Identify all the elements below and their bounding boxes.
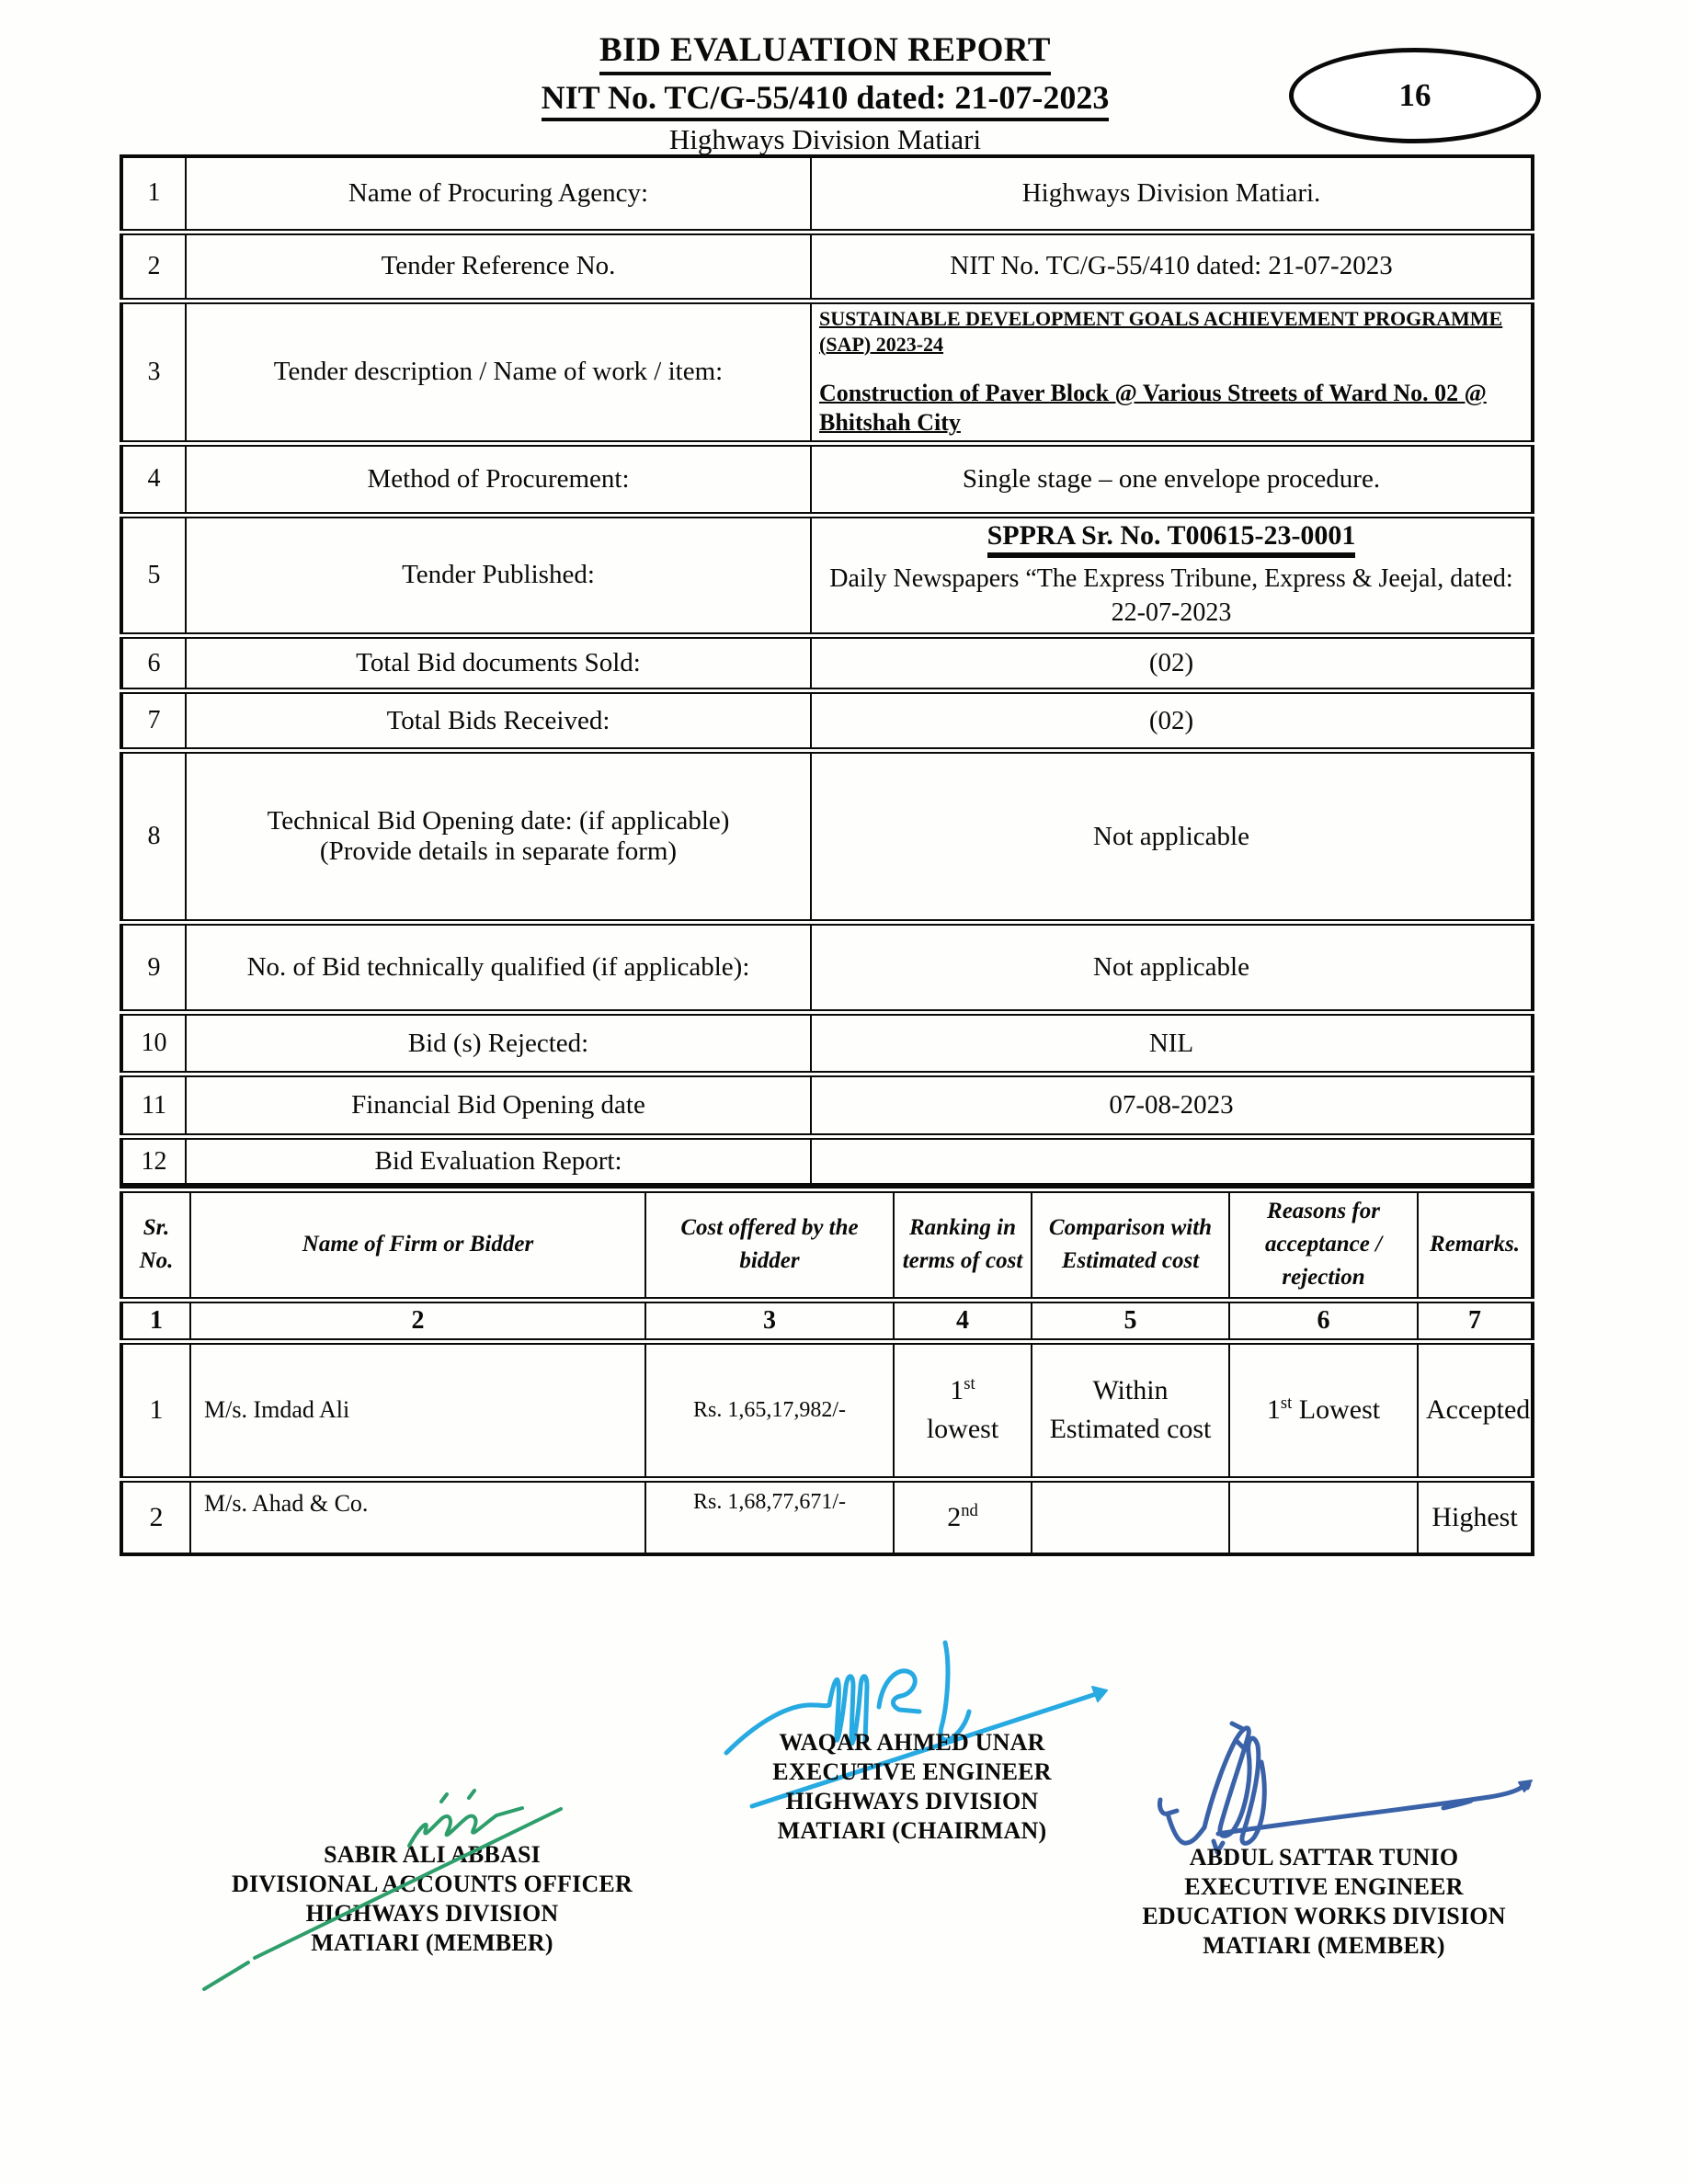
bidder-ranking [894, 1479, 1032, 1554]
detail-value: Single stage – one envelope procedure. [811, 443, 1533, 515]
signatory-division: HIGHWAYS DIVISION [785, 1788, 1039, 1814]
detail-label: Total Bid documents Sold: [186, 636, 811, 691]
detail-label: Tender Reference No. [186, 232, 811, 301]
report-title: BID EVALUATION REPORT [599, 31, 1051, 75]
detail-value [811, 515, 1533, 636]
detail-value [811, 301, 1533, 443]
bid-colnum-row [121, 1300, 1533, 1341]
bidder-row [121, 1479, 1533, 1554]
page-number: 16 [1398, 77, 1431, 113]
detail-label-line2: (Provide details in separate form) [319, 836, 678, 867]
detail-value: NIL [811, 1013, 1533, 1075]
detail-label: Financial Bid Opening date [186, 1075, 811, 1137]
detail-sr: 10 [121, 1013, 186, 1075]
bidder-remarks: Highest [1418, 1479, 1533, 1554]
detail-label: No. of Bid technically qualified (if applicable): [186, 923, 811, 1013]
col-number: 7 [1418, 1300, 1533, 1341]
detail-label: Total Bids Received: [186, 691, 811, 751]
detail-sr: 5 [121, 515, 186, 636]
detail-row [121, 515, 1533, 636]
detail-value: Highways Division Matiari. [811, 156, 1533, 232]
col-header-ranking: Ranking in terms of cost [894, 1189, 1032, 1300]
rank-number: 2 [947, 1502, 962, 1533]
detail-sr: 8 [121, 751, 186, 923]
col-header-remarks: Remarks. [1418, 1189, 1533, 1300]
detail-sr: 4 [121, 443, 186, 515]
signatory-division: EDUCATION WORKS DIVISION [1142, 1903, 1506, 1929]
bidder-reason [1229, 1341, 1418, 1479]
reason-word: Lowest [1298, 1394, 1381, 1426]
detail-row [121, 1075, 1533, 1137]
detail-value: (02) [811, 636, 1533, 691]
signatory-title: EXECUTIVE ENGINEER [1184, 1873, 1464, 1900]
detail-row [121, 443, 1533, 515]
bidder-cost: Rs. 1,65,17,982/- [645, 1341, 894, 1479]
detail-label: Tender Published: [186, 515, 811, 636]
detail-sr: 3 [121, 301, 186, 443]
detail-sr: 7 [121, 691, 186, 751]
sppra-serial: SPPRA Sr. No. T00615-23-0001 [987, 520, 1356, 558]
col-number: 2 [190, 1300, 645, 1341]
work-name: Construction of Paver Block @ Various Streets of Ward No. 02 @ Bhitshah City [819, 379, 1487, 437]
col-number: 6 [1229, 1300, 1418, 1341]
signatory-division: HIGHWAYS DIVISION [305, 1900, 559, 1927]
details-table [120, 154, 1534, 1187]
bidder-cost: Rs. 1,68,77,671/- [645, 1479, 894, 1554]
signatory-name: WAQAR AHMED UNAR [779, 1729, 1045, 1756]
signature-block-chairman [682, 1728, 1142, 1846]
signatory-role: MATIARI (MEMBER) [1203, 1932, 1445, 1959]
rank-word: lowest [926, 1414, 999, 1445]
detail-row [121, 156, 1533, 232]
organization-name: Highways Division Matiari [668, 122, 982, 155]
rank-number: 1 [950, 1375, 964, 1406]
col-header-sr-no: Sr. No. [121, 1189, 190, 1300]
nit-reference: NIT No. TC/G-55/410 dated: 21-07-2023 [542, 79, 1110, 121]
detail-label: Bid (s) Rejected: [186, 1013, 811, 1075]
detail-label-line1: Technical Bid Opening date: (if applicable) [267, 806, 730, 836]
rank-ordinal: st [964, 1374, 975, 1394]
bidder-firm: M/s. Imdad Ali [190, 1341, 645, 1479]
col-number: 5 [1032, 1300, 1229, 1341]
detail-row [121, 1137, 1533, 1185]
signatory-name: ABDUL SATTAR TUNIO [1189, 1844, 1459, 1871]
detail-sr: 1 [121, 156, 186, 232]
bidder-ranking [894, 1341, 1032, 1479]
bidder-row [121, 1341, 1533, 1479]
bidder-comparison [1032, 1479, 1229, 1554]
detail-value: Not applicable [811, 923, 1533, 1013]
detail-label: Tender description / Name of work / item: [186, 301, 811, 443]
detail-value: (02) [811, 691, 1533, 751]
detail-value: NIT No. TC/G-55/410 dated: 21-07-2023 [811, 232, 1533, 301]
rank-ordinal: nd [961, 1501, 978, 1521]
col-number: 4 [894, 1300, 1032, 1341]
col-header-firm: Name of Firm or Bidder [190, 1189, 645, 1300]
detail-row [121, 1013, 1533, 1075]
reason-number: 1 [1266, 1394, 1281, 1426]
detail-label: Method of Procurement: [186, 443, 811, 515]
signatory-name: SABIR ALI ABBASI [324, 1841, 541, 1868]
programme-heading: SUSTAINABLE DEVELOPMENT GOALS ACHIEVEMENT PROGRAMME (SAP) 2023-24 [819, 306, 1503, 357]
detail-label: Bid Evaluation Report: [186, 1137, 811, 1185]
detail-row [121, 232, 1533, 301]
detail-sr: 6 [121, 636, 186, 691]
bid-header-row [121, 1189, 1533, 1300]
detail-row [121, 691, 1533, 751]
reason-ordinal: st [1280, 1393, 1293, 1414]
detail-label [186, 751, 811, 923]
detail-label: Name of Procuring Agency: [186, 156, 811, 232]
signatory-role: MATIARI (CHAIRMAN) [777, 1817, 1047, 1844]
bid-comparison-table [120, 1187, 1534, 1557]
col-number: 1 [121, 1300, 190, 1341]
detail-value: 07-08-2023 [811, 1075, 1533, 1137]
bidder-reason [1229, 1479, 1418, 1554]
col-header-reasons: Reasons for acceptance / rejection [1229, 1189, 1418, 1300]
col-header-comparison: Comparison with Estimated cost [1032, 1189, 1229, 1300]
signatory-title: EXECUTIVE ENGINEER [772, 1758, 1052, 1785]
detail-row [121, 923, 1533, 1013]
bidder-remarks: Accepted [1418, 1341, 1533, 1479]
bidder-sr: 2 [121, 1479, 190, 1554]
detail-sr: 9 [121, 923, 186, 1013]
detail-value [811, 1137, 1533, 1185]
signature-block-accounts-member [156, 1840, 708, 1958]
signature-ink-education-member [1140, 1705, 1545, 1861]
detail-sr: 2 [121, 232, 186, 301]
detail-sr: 12 [121, 1137, 186, 1185]
bidder-firm: M/s. Ahad & Co. [190, 1479, 645, 1554]
signatory-title: DIVISIONAL ACCOUNTS OFFICER [232, 1871, 633, 1897]
detail-value: Not applicable [811, 751, 1533, 923]
col-number: 3 [645, 1300, 894, 1341]
bidder-comparison: Within Estimated cost [1032, 1341, 1229, 1479]
publication-detail: Daily Newspapers “The Express Tribune, Express & Jeejal, dated: 22-07-2023 [829, 563, 1513, 628]
page-number-stamp [1289, 48, 1541, 143]
signatory-role: MATIARI (MEMBER) [311, 1929, 553, 1956]
detail-row [121, 301, 1533, 443]
detail-row [121, 636, 1533, 691]
detail-row [121, 751, 1533, 923]
tables-container [120, 154, 1531, 1556]
detail-sr: 11 [121, 1075, 186, 1137]
signature-block-education-member [1057, 1843, 1591, 1961]
bidder-sr: 1 [121, 1341, 190, 1479]
col-header-cost: Cost offered by the bidder [645, 1189, 894, 1300]
